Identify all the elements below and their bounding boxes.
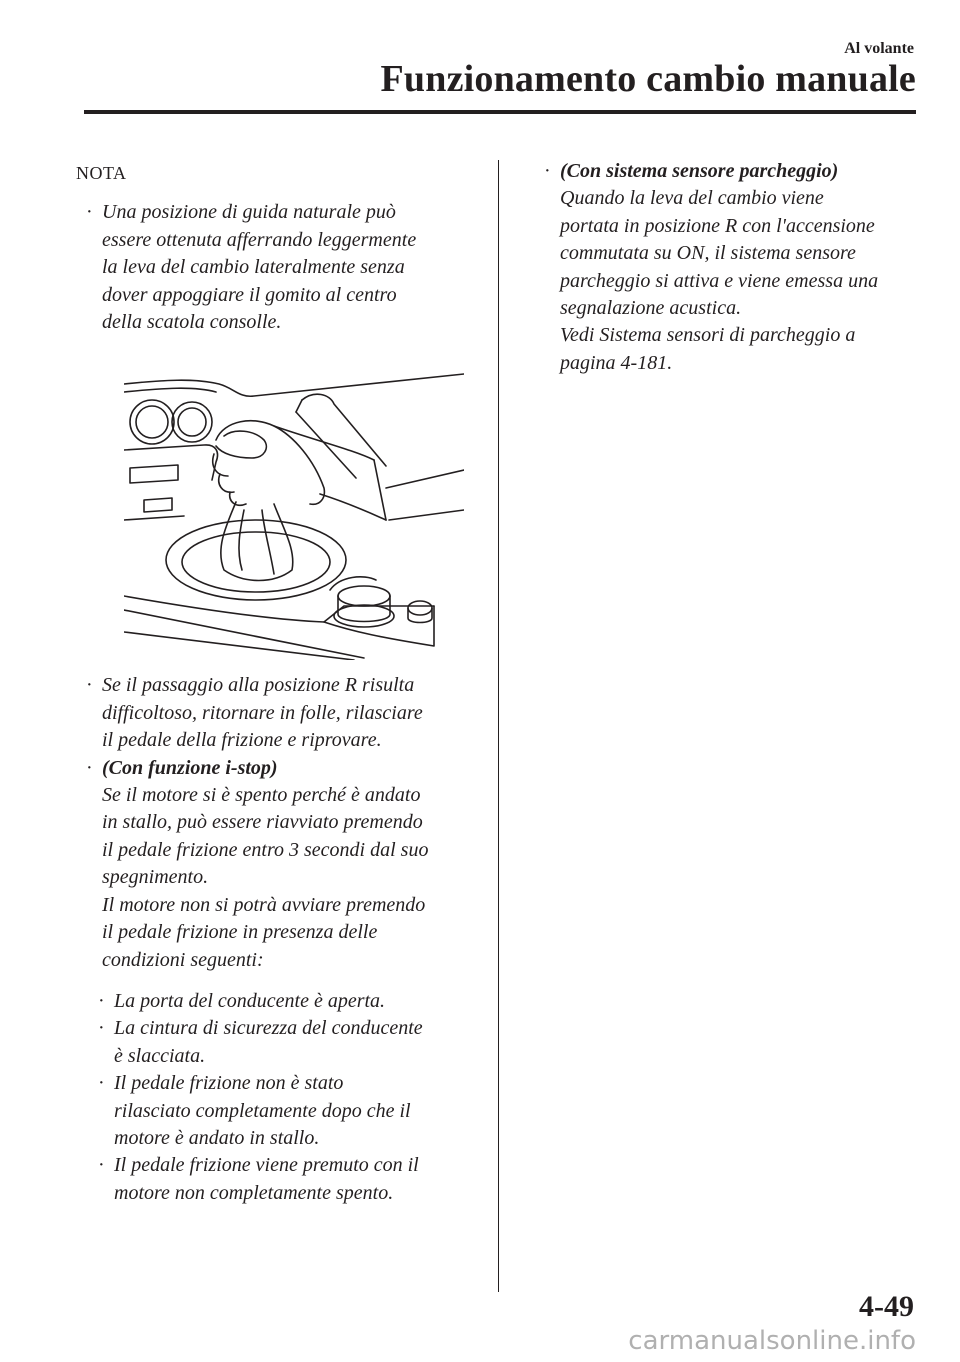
note-item-istop	[76, 755, 488, 974]
line: dover appoggiare il gomito al centro	[102, 283, 397, 306]
condition-item	[76, 1152, 488, 1207]
column-divider	[498, 160, 499, 1292]
note-item-reverse	[76, 672, 488, 754]
line: rilasciato completamente dopo che il	[114, 1099, 411, 1122]
bullet-icon: ·	[86, 756, 93, 779]
line: difficoltoso, ritornare in folle, rilasciare	[102, 701, 423, 724]
bullet-icon: ·	[86, 674, 93, 697]
line: il pedale frizione entro 3 secondi dal suo	[102, 838, 429, 861]
bullet-icon: ·	[98, 1154, 105, 1177]
line: il pedale frizione in presenza delle	[102, 921, 378, 944]
line: portata in posizione R con l'accensione	[560, 214, 875, 237]
line: della scatola consolle.	[102, 311, 282, 334]
line: Una posizione di guida naturale può	[102, 201, 396, 224]
line: Se il passaggio alla posizione R risulta	[102, 674, 415, 697]
page-number: 4-49	[859, 1290, 914, 1323]
line: Se il motore si è spento perché è andato	[102, 784, 421, 807]
line: spegnimento.	[102, 866, 209, 889]
line: La porta del conducente è aperta.	[114, 989, 386, 1012]
line: Il motore non si potrà avviare premendo	[102, 893, 426, 916]
right-column	[534, 158, 924, 377]
condition-item	[76, 988, 488, 1015]
chapter-title: Funzionamento cambio manuale	[380, 58, 916, 100]
bullet-icon: ·	[98, 1017, 105, 1040]
left-column	[76, 158, 488, 1207]
line: Il pedale frizione viene premuto con il	[114, 1154, 419, 1177]
bullet-icon: ·	[544, 160, 551, 182]
nota-label: NOTA	[76, 163, 127, 183]
line: la leva del cambio lateralmente senza	[102, 256, 405, 279]
gear-shift-illustration	[124, 370, 464, 660]
condition-item	[76, 1070, 488, 1152]
line: in stallo, può essere riavviato premendo	[102, 811, 423, 834]
item-title: (Con sistema sensore parcheggio)	[560, 160, 839, 182]
bullet-icon: ·	[86, 201, 93, 224]
line: Il pedale frizione non è stato	[114, 1072, 344, 1095]
header-rule	[84, 110, 916, 114]
conditions-list	[76, 988, 488, 1207]
line: parcheggio si attiva e viene emessa una	[560, 269, 879, 292]
condition-item	[76, 1015, 488, 1070]
line: motore è andato in stallo.	[114, 1126, 320, 1149]
bullet-icon: ·	[98, 989, 105, 1012]
watermark: carmanualsonline.info	[628, 1326, 916, 1356]
item-title: (Con funzione i-stop)	[102, 756, 278, 779]
line: Vedi Sistema sensori di parcheggio a	[560, 324, 856, 347]
line: essere ottenuta afferrando leggermente	[102, 228, 417, 251]
note-item-natural-position	[76, 199, 488, 336]
line: pagina 4-181.	[560, 351, 673, 374]
line: il pedale della frizione e riprovare.	[102, 729, 382, 752]
line: è slacciata.	[114, 1044, 206, 1067]
bullet-icon: ·	[98, 1072, 105, 1095]
note-item-parking-sensor	[534, 158, 924, 377]
line: La cintura di sicurezza del conducente	[114, 1017, 423, 1040]
line: commutata su ON, il sistema sensore	[560, 242, 856, 265]
line: Quando la leva del cambio viene	[560, 187, 824, 210]
line: motore non completamente spento.	[114, 1181, 394, 1204]
line: condizioni seguenti:	[102, 948, 264, 971]
section-label: Al volante	[844, 40, 914, 57]
line: segnalazione acustica.	[560, 297, 742, 320]
